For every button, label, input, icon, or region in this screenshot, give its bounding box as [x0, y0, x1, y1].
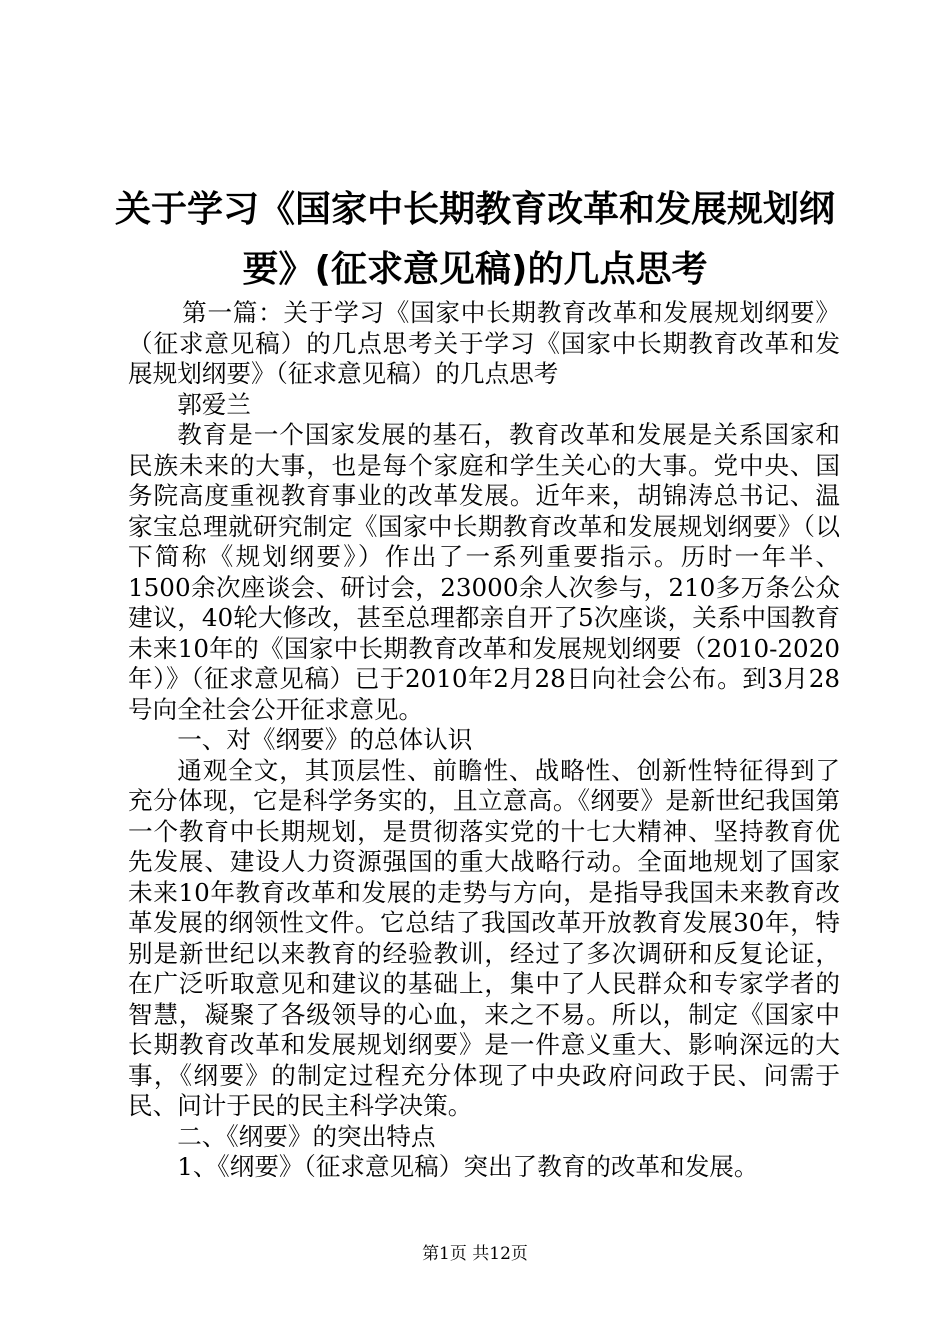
document-body [128, 298, 840, 1183]
paragraph-point-1: 1、《纲要》（征求意见稿）突出了教育的改革和发展。 [177, 1152, 759, 1181]
section-heading-2: 二、《纲要》的突出特点 [177, 1121, 436, 1151]
document-title-line-2: 要》(征求意见稿)的几点思考 [242, 249, 708, 290]
paragraph-overall-view: 通观全文，其顶层性、前瞻性、战略性、创新性特征得到了充分体现，它是科学务实的，且立意高。《纲要》是新世纪我国第一个教育中长期规划，是贯彻落实党的十七大精神、坚持教育优先发展、建设人力资源强国的重大战略行动。全面地规划了国家未来10年教育改革和发展的走势与方向，是指导我国未来教育改革发展的纲领性文件。它总结了我国改革开放教育发展30年，特别是新世纪以来教育的经验教训，经过了多次调研和反复论证，在广泛听取意见和建议的基础上，集中了人民群众和专家学者的智慧，凝聚了各级领导的心血，来之不易。所以，制定《国家中长期教育改革和发展规划纲要》是一件意义重大、影响深远的大事，《纲要》的制定过程充分体现了中央政府问政于民、问需于民、问计于民的民主科学决策。 [128, 755, 840, 1120]
section-heading-1: 一、对《纲要》的总体认识 [177, 725, 473, 754]
paragraph-background: 教育是一个国家发展的基石，教育改革和发展是关系国家和民族未来的大事，也是每个家庭和学生关心的大事。党中央、国务院高度重视教育事业的改革发展。近年来，胡锦涛总书记、温家宝总理就研究制定《国家中长期教育改革和发展规划纲要》（以下简称《规划纲要》）作出了一系列重要指示。历时一年半、1500余次座谈会、研讨会，23000余人次参与，210多万条公众建议，40轮大修改，甚至总理都亲自开了5次座谈，关系中国教育未来10年的《国家中长期教育改革和发展规划纲要（2010-2020年）》（征求意见稿）已于2010年2月28日向社会公布。到3月28号向全社会公开征求意见。 [128, 420, 840, 724]
document-title-line-1: 关于学习《国家中长期教育改革和发展规划纲 [114, 189, 835, 230]
paragraph-author: 郭爱兰 [177, 389, 251, 419]
page-footer: 第1页 共12页 [422, 1244, 528, 1264]
paragraph-intro: 第一篇：关于学习《国家中长期教育改革和发展规划纲要》（征求意见稿）的几点思考关于学习《国家中长期教育改革和发展规划纲要》（征求意见稿）的几点思考 [128, 298, 840, 388]
